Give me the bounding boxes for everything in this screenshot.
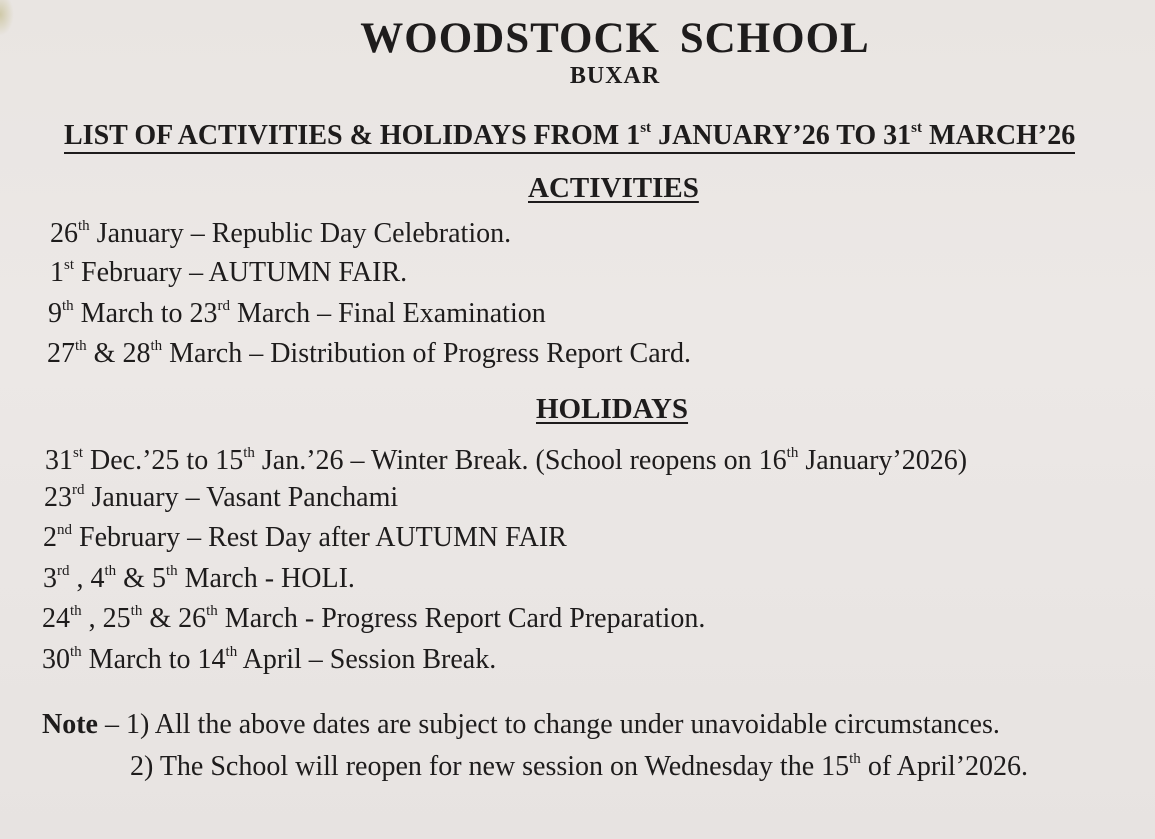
holiday-item: 23rd January – Vasant Panchami (44, 482, 399, 513)
activities-heading: ACTIVITIES (528, 172, 699, 204)
activity-item: 27th & 28th March – Distribution of Progress Report Card. (47, 338, 691, 369)
school-location: BUXAR (569, 63, 661, 89)
holiday-item: 2nd February – Rest Day after AUTUMN FAIR (43, 522, 567, 553)
note-line-2: 2) The School will reopen for new session on Wednesday the 15th of April’2026. (130, 751, 1029, 782)
holiday-item: 3rd , 4th & 5th March - HOLI. (43, 563, 355, 594)
note-label: Note (42, 709, 98, 740)
activity-item: 26th January – Republic Day Celebration. (50, 218, 512, 249)
note-line-1: Note – 1) All the above dates are subject to change under unavoidable circumstances. (42, 709, 1000, 740)
holiday-item: 31st Dec.’25 to 15th Jan.’26 – Winter Break. (School reopens on 16th January’2026) (45, 445, 968, 476)
holiday-item: 24th , 25th & 26th March - Progress Report Card Preparation. (42, 603, 706, 634)
holidays-heading: HOLIDAYS (536, 393, 689, 425)
holiday-item: 30th March to 14th April – Session Break. (42, 644, 497, 675)
list-heading: LIST OF ACTIVITIES & HOLIDAYS FROM 1st JANUARY’26 TO 31st MARCH’26 (64, 120, 1075, 154)
school-name: WOODSTOCK SCHOOL (360, 15, 870, 62)
activity-item: 1st February – AUTUMN FAIR. (50, 257, 408, 288)
activity-item: 9th March to 23rd March – Final Examination (48, 298, 546, 329)
